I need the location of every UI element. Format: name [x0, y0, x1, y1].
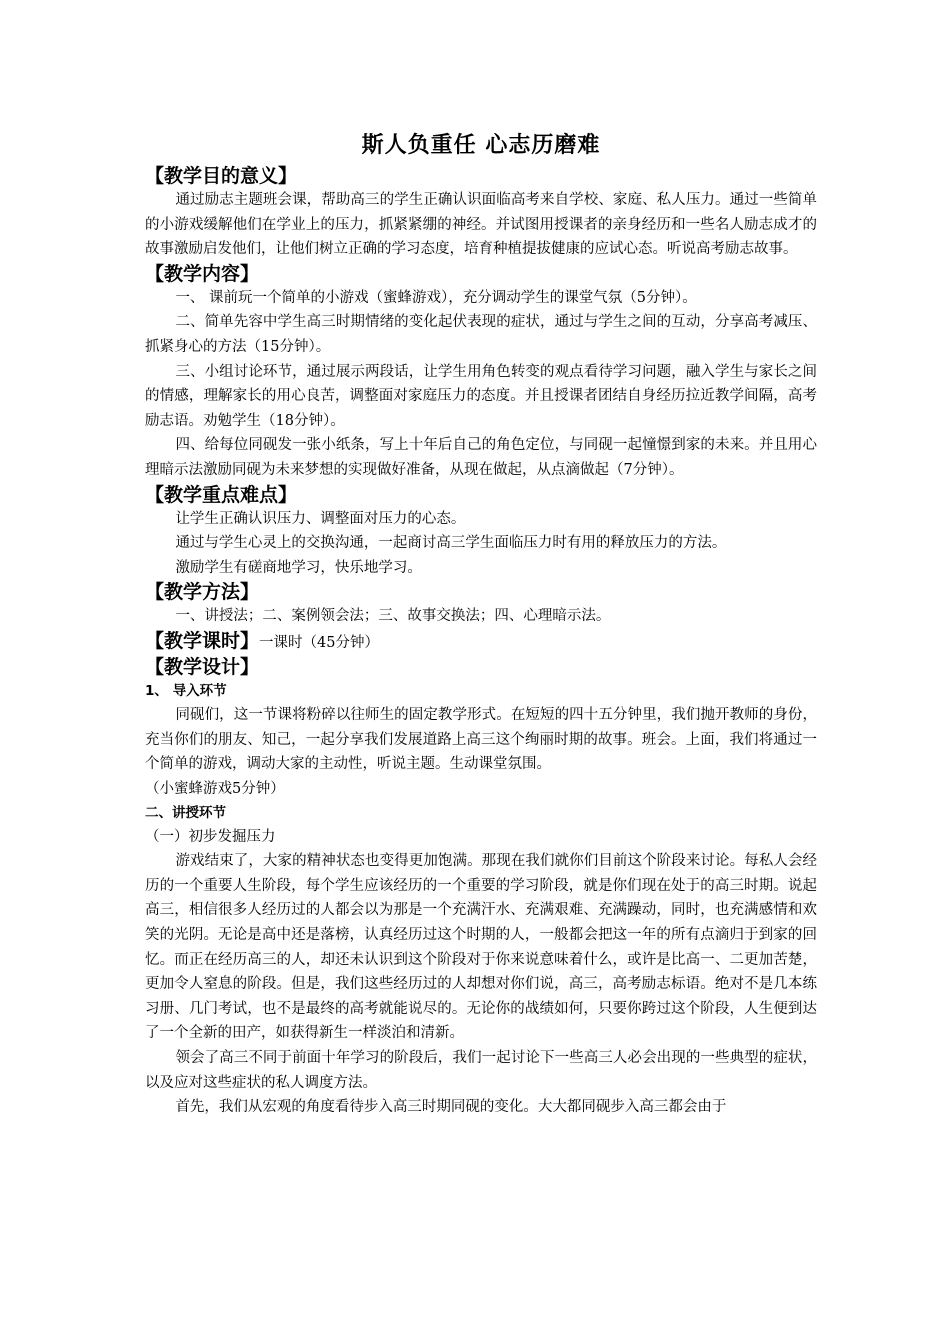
- section-heading-content: 【教学内容】: [145, 262, 260, 285]
- design-part2-subheading: （一）初步发掘压力: [145, 829, 276, 846]
- hours-heading-label: 【教学课时】: [145, 629, 260, 652]
- document-page: [145, 128, 817, 1120]
- content-paragraph-1: 一、 课前玩一个简单的小游戏（蜜蜂游戏），充分调动学生的课堂气氛（5分钟）。: [175, 289, 697, 306]
- content-paragraph-2: 二、简单先容中学生高三时期情绪的变化起伏表现的症状，通过与学生之间的互动，分享高考减压、抓紧身心的方法（15分钟）。: [145, 314, 817, 355]
- design-part1-paragraph-1: 同砚们，这一节课将粉碎以往师生的固定教学形式。在短短的四十五分钟里，我们抛开教师的身份，充当你们的朋友、知己，一起分享我们发展道路上高三这个绚丽时期的故事。班会。上面，我们将通过一个简单的游戏，调动大家的主动性，听说主题。生动课堂氛围。: [145, 706, 817, 773]
- section-heading-design: 【教学设计】: [145, 655, 260, 678]
- keypoints-paragraph-3: 激励学生有磋商地学习，快乐地学习。: [175, 559, 422, 576]
- design-part1-heading: 1、 导入环节: [145, 682, 227, 699]
- design-part2-paragraph-2: 领会了高三不同于前面十年学习的阶段后，我们一起讨论下一些高三人必会出现的一些典型的症状，以及应对这些症状的私人调度方法。: [145, 1050, 817, 1091]
- design-part1-paragraph-2: （小蜜蜂游戏5分钟）: [145, 780, 285, 797]
- keypoints-paragraph-1: 让学生正确认识压力、调整面对压力的心态。: [175, 510, 466, 527]
- content-paragraph-4: 四、给每位同砚发一张小纸条，写上十年后自己的角色定位，与同砚一起憧憬到家的未来。并且用心理暗示法激励同砚为未来梦想的实现做好准备，从现在做起，从点滴做起（7分钟）。: [145, 437, 817, 478]
- section-heading-hours: [145, 629, 817, 655]
- content-paragraph-3: 三、小组讨论环节，通过展示两段话，让学生用角色转变的观点看待学习问题，融入学生与家长之间的情感，理解家长的用心良苦，调整面对家庭压力的态度。并且授课者团结自身经历拉近教学间隔，高考励志语。劝勉学生（18分钟）。: [145, 363, 817, 429]
- hours-text: 一课时（45分钟）: [259, 634, 379, 651]
- section-heading-purpose: 【教学目的意义】: [145, 165, 298, 187]
- design-part2-paragraph-3: 首先，我们从宏观的角度看待步入高三时期同砚的变化。大大都同砚步入高三都会由于: [175, 1099, 727, 1116]
- design-part2-paragraph-1: 游戏结束了，大家的精神状态也变得更加饱满。那现在我们就你们目前这个阶段来讨论。每私人会经历的一个重要人生阶段，每个学生应该经历的一个重要的学习阶段，就是你们现在处于的高三时期。说起高三，相信很多人经历过的人都会以为那是一个充满汗水、充满艰难、充满躁动，同时，也充满感情和欢笑的光阴。无论是高中还是落榜，认真经历过这个时期的人，一般都会把这一年的所有点滴归于到家的回忆。而正在经历高三的人，却还未认识到这个阶段对于你来说意味着什么，或许是比高一、二更加苦楚，更加令人窒息的阶段。但是，我们这些经历过的人却想对你们说，高三，高考励志标语。绝对不是几本练习册、几门考试，也不是最终的高考就能说尽的。无论你的战绩如何，只要你跨过这个阶段，人生便到达了一个全新的田产，如获得新生一样淡泊和清新。: [145, 853, 817, 1042]
- section-heading-methods: 【教学方法】: [145, 581, 260, 604]
- design-part2-heading: 二、讲授环节: [145, 805, 226, 822]
- page-title: 斯人负重任 心志历磨难: [361, 132, 601, 158]
- section-heading-keypoints: 【教学重点难点】: [145, 483, 298, 506]
- keypoints-paragraph-2: 通过与学生心灵上的交换沟通，一起商讨高三学生面临压力时有用的释放压力的方法。: [175, 535, 727, 552]
- purpose-paragraph: 通过励志主题班会课，帮助高三的学生正确认识面临高考来自学校、家庭、私人压力。通过一些简单的小游戏缓解他们在学业上的压力，抓紧紧绷的神经。并试图用授课者的亲身经历和一些名人励志成才的故事激励启发他们，让他们树立正确的学习态度，培育种植提拔健康的应试心态。听说高考励志故事。: [145, 192, 817, 258]
- methods-paragraph: 一、讲授法；二、案例领会法；三、故事交换法；四、心理暗示法。: [175, 608, 611, 625]
